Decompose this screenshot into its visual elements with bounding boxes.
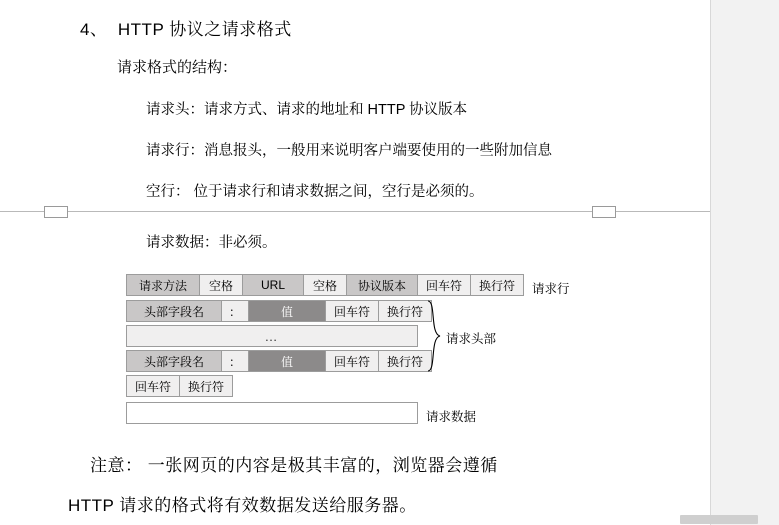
- cell-url: URL: [242, 274, 304, 296]
- cell-cr-4: 回车符: [126, 375, 180, 397]
- horizontal-scrollbar[interactable]: [680, 515, 758, 524]
- diagram-row-header-field-1: [126, 300, 431, 322]
- crop-mark-left: [44, 206, 68, 218]
- right-gutter: [710, 0, 779, 525]
- cell-space-1: 空格: [199, 274, 243, 296]
- diagram-row-request-data: [126, 402, 418, 424]
- cell-colon-2: ：: [221, 350, 249, 372]
- cell-lf-3: 换行符: [378, 350, 432, 372]
- http-request-format-diagram: [126, 274, 606, 427]
- label-request-header-block: 请求头部: [446, 332, 497, 346]
- label-request-line: 请求行: [532, 282, 570, 296]
- cell-colon-1: ：: [221, 300, 249, 322]
- cell-cr-3: 回车符: [325, 350, 379, 372]
- paragraph-structure-intro: 请求格式的结构：: [117, 59, 238, 76]
- cell-header-name-2: 头部字段名: [126, 350, 222, 372]
- crop-mark-right: [592, 206, 616, 218]
- cell-space-2: 空格: [303, 274, 347, 296]
- note-line-1: 注意： 一张网页的内容是极其丰富的，浏览器会遵循: [90, 456, 498, 475]
- note-line-2: HTTP 请求的格式将有效数据发送给服务器。: [68, 496, 417, 515]
- diagram-row-ellipsis: …: [126, 325, 418, 347]
- paragraph-request-line: 请求行：消息报头，一般用来说明客户端要使用的一些附加信息: [146, 143, 552, 159]
- paragraph-request-header: 请求头：请求方式、请求的地址和 HTTP 协议版本: [146, 102, 468, 118]
- paragraph-blank-line: 空行： 位于请求行和请求数据之间，空行是必须的。: [146, 184, 484, 200]
- cell-protocol-version: 协议版本: [346, 274, 418, 296]
- diagram-row-blank-line: [126, 375, 232, 397]
- cell-value-1: 值: [248, 300, 326, 322]
- cell-value-2: 值: [248, 350, 326, 372]
- paragraph-request-data: 请求数据：非必须。: [146, 235, 277, 251]
- label-request-data: 请求数据: [426, 410, 477, 424]
- header-block-brace: [426, 300, 442, 372]
- cell-lf-4: 换行符: [179, 375, 233, 397]
- cell-cr-2: 回车符: [325, 300, 379, 322]
- diagram-row-header-field-2: [126, 350, 431, 372]
- section-heading: 4、 HTTP 协议之请求格式: [80, 20, 292, 39]
- cell-header-name-1: 头部字段名: [126, 300, 222, 322]
- cell-lf-1: 换行符: [470, 274, 524, 296]
- diagram-row-request-line: [126, 274, 523, 296]
- cell-lf-2: 换行符: [378, 300, 432, 322]
- cell-request-method: 请求方法: [126, 274, 200, 296]
- cell-cr-1: 回车符: [417, 274, 471, 296]
